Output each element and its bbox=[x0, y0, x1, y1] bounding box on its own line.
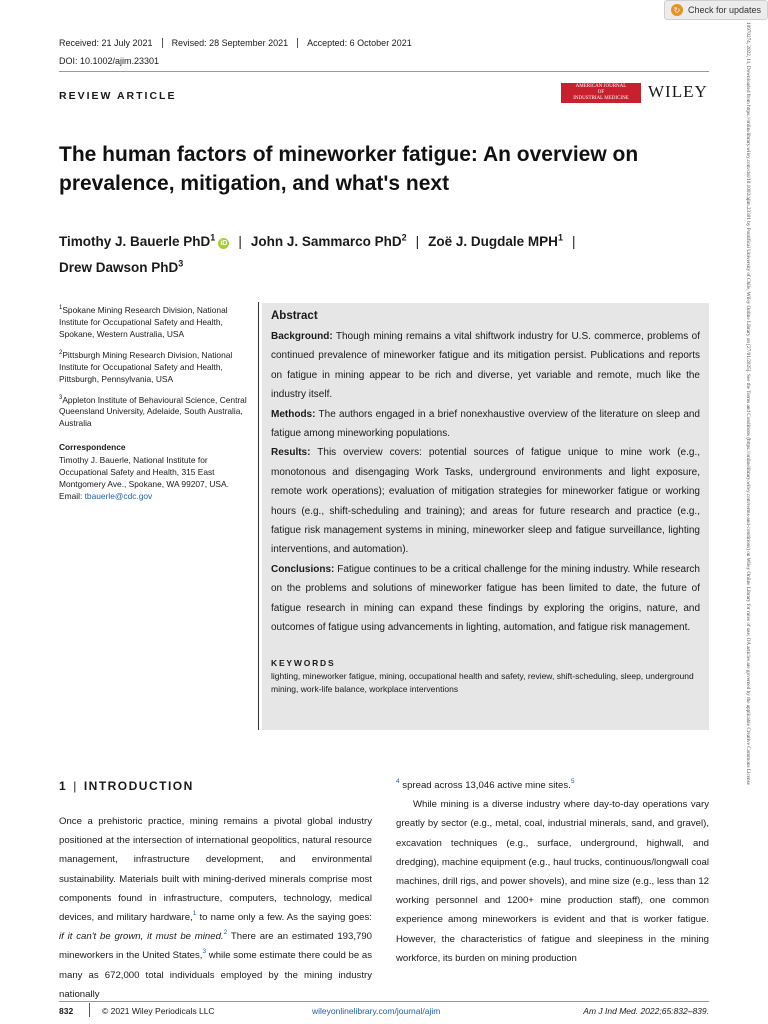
section-heading: 1 | INTRODUCTION bbox=[59, 779, 194, 793]
check-for-updates-label: Check for updates bbox=[688, 5, 762, 15]
page-number: 832 bbox=[59, 1006, 74, 1016]
journal-logo: AMERICAN JOURNAL OF INDUSTRIAL MEDICINE bbox=[561, 83, 641, 103]
revised-date: Revised: 28 September 2021 bbox=[172, 38, 299, 48]
reference-link[interactable]: 2 bbox=[223, 929, 228, 937]
check-for-updates-button[interactable] bbox=[664, 0, 768, 20]
author-name[interactable]: Zoë J. Dugdale MPH$^1$ bbox=[428, 232, 563, 249]
author-name[interactable]: Drew Dawson PhD$^3$ bbox=[59, 258, 184, 275]
reference-link[interactable]: 3 bbox=[202, 948, 207, 956]
doi: DOI: 10.1002/ajim.23301 bbox=[59, 56, 160, 66]
footer-divider bbox=[89, 1003, 90, 1017]
article-type: REVIEW ARTICLE bbox=[59, 90, 177, 102]
paragraph: Once a prehistoric practice, mining remains a pivotal global industry positioned at the intersection of international geopolitics, natural resource management, infrastructure development, and environmental sustainability. Materials built with mining-derived minerals comprise most components found in infrastructure, computers, technology, medical devices, and military hardware,$^1$ to name only a few. As the saying goes: if it can't be grown, it must be mined.$^2$ There are an estimated 193,790 mineworkers in the United States,$^3$ while some estimate there could be as many as 672,000 total individuals employed by the mining industry nationally bbox=[59, 816, 373, 1000]
correspondence-heading: Correspondence bbox=[59, 442, 126, 453]
keywords-heading: KEYWORDS bbox=[271, 657, 336, 668]
publisher-logo: WILEY bbox=[648, 82, 708, 101]
affiliation: $^3$Appleton Institute of Behavioural Science, Central Queensland University, Adelaide, South Australia, Australia bbox=[59, 394, 247, 429]
body-column-left bbox=[59, 776, 372, 1004]
paragraph-continued: $^4$ spread across 13,046 active mine sites.$^5$ bbox=[396, 778, 575, 791]
affiliation: $^1$Spokane Mining Research Division, National Institute for Occupational Safety and Health, Spokane, Western Australia, USA bbox=[59, 304, 228, 339]
download-notice: 10970274, 2022, 11, Downloaded from https://onlinelibrary.wiley.com/doi/10.1002/ajim.23301 by Pontifical University of Chile, Wiley Online Library on [27/01/2025]. See the Terms and Conditions (https://onlinelibrary.wiley.com/terms-and-conditions) on Wiley Online Library for rules of use; OA articles are governed by the applicable Creative Commons License bbox=[745, 22, 751, 785]
body-column-right bbox=[396, 776, 709, 968]
received-date: Received: 21 July 2021 bbox=[59, 38, 163, 48]
author-list: Timothy J. Bauerle PhD$^1$iD | John J. Sammarco PhD$^2$ | Zoë J. Dugdale MPH$^1$ | Drew Dawson PhD$^3$ bbox=[59, 232, 576, 275]
refresh-icon: ↻ bbox=[671, 4, 683, 16]
keywords: lighting, mineworker fatigue, mining, occupational health and safety, review, shift-scheduling, sleep, underground mining, work-life balance, workplace interventions bbox=[271, 670, 694, 694]
reference-link[interactable]: 1 bbox=[192, 910, 197, 918]
affiliation: $^2$Pittsburgh Mining Research Division, National Institute for Occupational Safety and Health, Pittsburgh, Pennsylvania, USA bbox=[59, 349, 233, 384]
citation: Am J Ind Med. 2022;65:832–839. bbox=[583, 1006, 709, 1016]
column-divider bbox=[258, 302, 259, 730]
reference-link[interactable]: 5 bbox=[570, 778, 575, 785]
copyright: © 2021 Wiley Periodicals LLC bbox=[102, 1006, 215, 1016]
author-name[interactable]: Timothy J. Bauerle PhD$^1$ bbox=[59, 232, 216, 249]
page-footer bbox=[59, 1001, 709, 1019]
article-title: The human factors of mineworker fatigue: An overview on prevalence, mitigation, and what's next bbox=[59, 143, 639, 195]
correspondence-text: Timothy J. Bauerle, National Institute for Occupational Safety and Health, 315 East Montgomery Ave., Spokane, WA 99207, USA. Email: tbauerle@cdc.gov bbox=[59, 455, 229, 502]
author-name[interactable]: John J. Sammarco PhD$^2$ bbox=[250, 232, 407, 249]
abstract-heading: Abstract bbox=[271, 310, 318, 322]
header-divider bbox=[59, 71, 709, 72]
article-dates bbox=[59, 38, 430, 48]
paragraph: While mining is a diverse industry where day-to-day operations vary greatly by sector (e.g., metal, coal, industrial minerals, sand, and gravel), excavation techniques (e.g., surface, underground, highwall, and dredging), machine equipment (e.g., haul trucks, continuous/longwall coal machines, drill rigs, and power shovels), and mine size (e.g., less than 12 working personnel and 1200+ mine production staff), one common experience among mineworkers is evident and that is worker fatigue. However, the characteristics of fatigue and sleepiness in the mining workforce, its burden on mining production bbox=[396, 799, 709, 964]
affiliations bbox=[59, 302, 249, 502]
accepted-date: Accepted: 6 October 2021 bbox=[307, 38, 412, 48]
abstract-body: Background: Though mining remains a vital shiftwork industry for U.S. commerce, problems of continued prevalence of mineworker fatigue and its mitigation persist. Publications and reports on fatigue in mining appear to be rich and diverse, yet variable and remote, much like the industry itself. Methods: The authors engaged in a brief nonexhaustive overview of the literature on sleep and fatigue among mineworking populations. Results: This overview covers: potential sources of fatigue unique to mine work (e.g., monotonous and disengaging Work Tasks, underground environments and light exposure, remote work operations); evaluation of mitigation strategies for mineworker fatigue or working hours (e.g., shift-scheduling and training); and areas for future research and practice (e.g., fatigue risk management systems in mining, mineworker sleep and fatigue surveillance, lighting interventions, and automation). Conclusions: Fatigue continues to be a critical challenge for the mining industry. While research on the problems and solutions of mineworker fatigue has been limited to date, the future of fatigue research in mining can expand these findings by exploring the origins, nature, and outcomes of fatigue using advancements in lighting, automation, and fatigue risk management. bbox=[271, 331, 700, 634]
abstract-box bbox=[262, 303, 709, 730]
journal-url-link[interactable]: wileyonlinelibrary.com/journal/ajim bbox=[312, 1006, 441, 1016]
orcid-icon[interactable]: iD bbox=[220, 239, 228, 247]
email-link[interactable]: tbauerle@cdc.gov bbox=[84, 491, 153, 502]
reference-link[interactable]: 4 bbox=[396, 778, 400, 785]
